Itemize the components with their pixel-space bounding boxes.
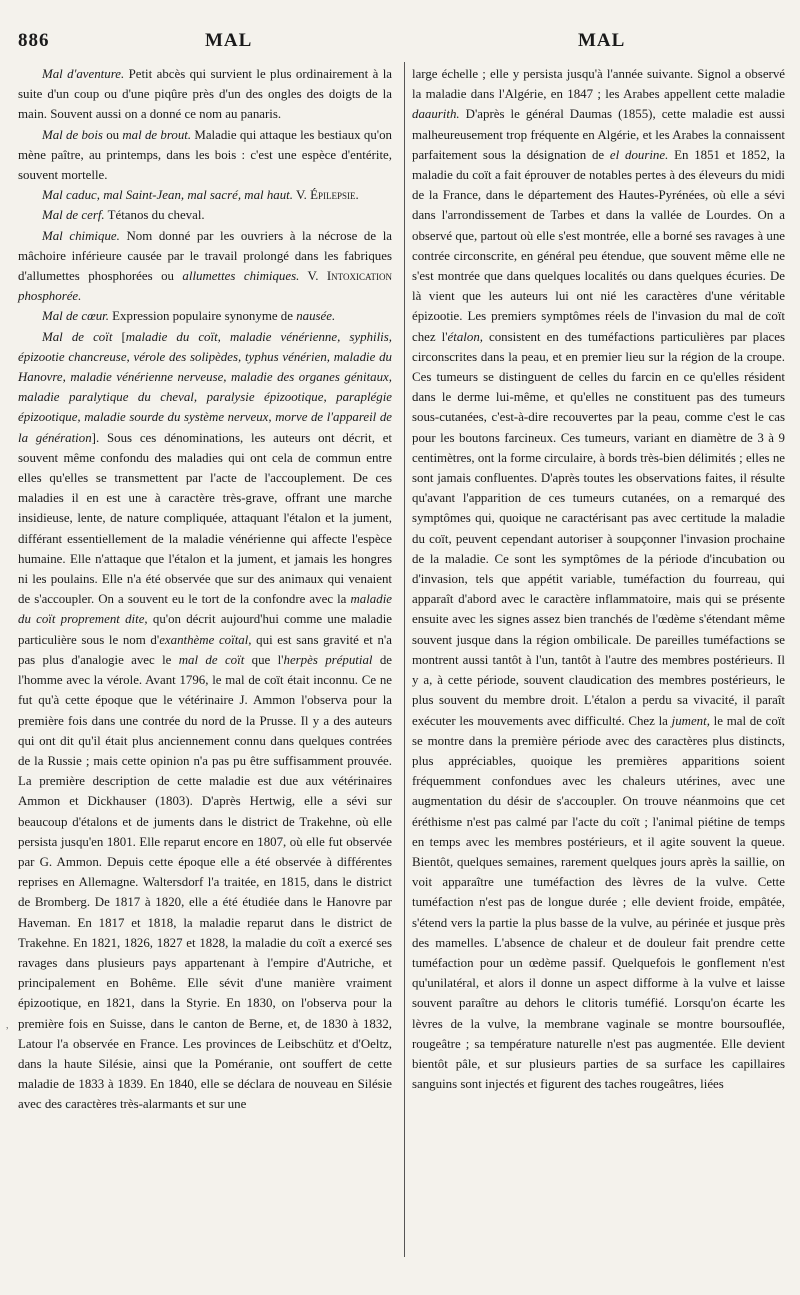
running-head-right: MAL	[578, 30, 626, 51]
column-divider	[404, 62, 405, 1257]
cross-reference-italic: phosphorée.	[18, 289, 82, 304]
entry-term: Mal de coït	[42, 329, 113, 344]
entry-text: le mal de coït se montre dans la première période avec des caractères plus distincts, plus appréciables, quoique les premières apparitions soient fréquemment confondues avec les chaleurs utérines, avec une augmentation du désir de s'accoupler. On trouve néanmoins que cet éréthisme n'est pas calmé par l'acte du coït ; l'animal piétine de temps en temps avec les membres postérieurs, et il agite souvent la queue. Bientôt, quelques semaines, rarement quelques jours après la saillie, on voit apparaître une tuméfaction des lèvres de la vulve. Cette tuméfaction n'est pas de longue durée ; elle devient froide, empâtée, s'étend vers la partie la plus basse de la vulve, au périnée et jusque près des mamelles. L'absence de chaleur et de douleur fait prendre cette tuméfaction pour un œdème passif. Quelquefois le gonflement n'est qu'unilatéral, et alors il donne un aspect difforme à la vulve et laisse souvent paraître au dehors le clitoris tuméfié. Lorsqu'on écarte les lèvres de la vulve, la membrane vaginale se montre boursouflée, rougeâtre ; sa température naturelle n'est pas augmentée. Elle devient bientôt pâle, et sur plusieurs parties de sa surface les capillaires sanguins sont injectés et figurent des taches rougeâtres, liées	[412, 713, 785, 1092]
entry-italic: allumettes chimiques.	[182, 269, 300, 284]
entry-italic: jument,	[671, 713, 710, 728]
entry-italic: exanthème coïtal,	[159, 632, 252, 647]
entry-text: que l'	[244, 652, 284, 667]
entry-italic: el dourine.	[609, 147, 669, 162]
entry-text: Expression populaire synonyme de	[108, 309, 297, 324]
entry-synonyms: maladie du coït, maladie vénérienne, syphilis, épizootie chancreuse, vérole des solipèdes, typhus vénérien, maladie du Hanovre, maladie vénérienne nerveuse, maladie des organes génitaux, maladie paralytique du cheval, paralysie épizootique, paraplégie épizootique, maladie sourde du système nerveux, morve de l'appareil de la génération	[18, 329, 393, 445]
entry-mal-de-bois	[18, 125, 392, 186]
entry-mal-de-coit-continued	[412, 64, 785, 1094]
entry-text: consistent en des tuméfactions particulières par places circonscrites dans la peau, et en premier lieu sur la région de la croupe. Ces tumeurs se distinguent de celles du farcin en ce qu'elles résident dans le derme lui-même, et qu'elles ne constituent pas des tumeurs sous-cutanées, c'est-à-dire recouvertes par la peau, comme c'est le cas pour les boutons farcineux. Ces tumeurs, variant en diamètre de 3 à 9 centimètres, ont la forme circulaire, à bords très-bien délimités ; elles ne sont jamais confluentes. D'après toutes les observations faites, il résulte qu'avant l'apparition de ces tumeurs cutanées, on a remarqué des symptômes qui, quoique ne caractérisant pas avec certitude la maladie du coït, peuvent cependant autoriser à soupçonner l'invasion prochaine de la maladie. Ce sont les symptômes de la période d'incubation ou d'invasion, tels que appétit variable, tuméfaction du fourreau, qui apparaît d'abord avec le caractère inflammatoire, mais qui se présente ensuite avec les signes assez bien tranchés de l'œdème s'étendant même souvent jusque dans la région ombilicale. De pareilles tuméfactions se montrent aussi tantôt à l'un, tantôt à l'autre des membres postérieurs. Il y a, à cette période, souvent claudication des membres postérieurs, le plus souvent du membre droit. L'étalon a perdu sa vivacité, il paraît exécuter les mouvements avec difficulté. Chez la	[412, 329, 785, 728]
entry-text: de l'homme avec la vérole. Avant 1796, le mal de coït était inconnu. Ce ne fut qu'à cette époque que le vétérinaire J. Ammon l'observa pour la première fois dans une contrée du nord de la Prusse. Il y a des auteurs qui ont dit qu'il était plus anciennement connu dans quelques contrées de la Russie ; mais cette opinion n'a pas pu être suffisamment prouvée. La première description de cette maladie est due aux vétérinaires Ammon et Dickhauser (1803). D'après Hertwig, elle a sévi sur beaucoup d'étalons et de juments dans le district de Trakehne, où elle persista jusqu'en 1801. Elle reparut encore en 1807, où elle fut observée par G. Ammon. Depuis cette époque elle a été observée à différentes reprises en Allemagne. Waltersdorf l'a traitée, en 1815, dans le district de Bromberg. De 1817 à 1820, elle a été étudiée dans le Hanovre par Haveman. En 1817 et 1818, la maladie reparut dans le district de Trakehne. En 1821, 1826, 1827 et 1828, la maladie du coït a exercé ses ravages dans plusieurs pays appartenant à l'empire d'Autriche, et principalement en Bohême. Elle sévit d'une manière vraiment épizootique, en 1821, dans la Styrie. En 1830, on l'observa pour la première fois en Suisse, dans le canton de Berne, et, de 1830 à 1832, Latour l'a observée en France. Les provinces de Leibschütz et d'Oeltz, dans la haute Silésie, ainsi que la Poméranie, ont souffert de cette maladie de 1833 à 1839. En 1840, elle se déclara de nouveau en Silésie avec des caractères très-alarmants et sur une	[18, 652, 392, 1112]
entry-text: qu'on décrit aujourd'hui comme une maladie particulière sous le nom d'	[18, 612, 392, 647]
entry-text: Nom donné par les ouvriers à la nécrose de la mâchoire inférieure causée par le travail prolongé dans les fabriques d'allumettes phosphorées ou	[18, 228, 392, 284]
entry-mal-de-coit: Mal de coït [maladie du coït, maladie vénérienne, syphilis, épizootie chancreuse, vérole des solipèdes, typhus vénérien, maladie du Hanovre, maladie vénérienne nerveuse, maladie des organes génitaux, maladie paralytique du cheval, paralysie épizootique, paraplégie épizootique, maladie sourde du système nerveux, morve de l'appareil de la génération]. Sous ces dénominations, les auteurs ont décrit, et souvent même confondu des maladies qui ont cela de commun entre elles qu'elles se transmettent par l'acte de l'accouplement. De ces maladies il en est une à caractère très-grave, offrant une marche insidieuse, lente, de nature compliquée, attaquant l'étalon et la jument, différant essentiellement de la maladie vénérienne qui affecte l'espèce humaine. Elle n'attaque que l'étalon et la jument, et jamais les hongres ni les poulains. Elle n'a été observée que sur des animaux qui venaient de s'accoupler. On a souvent eu le tort de la confondre avec la maladie du coït proprement dite, qu'on décrit aujourd'hui comme une maladie particulière sous le nom d'exanthème coïtal, qui est sans gravité et n'a pas plus d'analogie avec le mal de coït que l'herpès préputial de l'homme avec la vérole. Avant 1796, le mal de coït était inconnu. Ce ne fut qu'à cette époque que le vétérinaire J. Ammon l'observa pour la première fois dans une contrée du nord de la Prusse. Il y a des auteurs qui ont dit qu'il était plus anciennement connu dans quelques contrées de la Russie ; mais cette opinion n'a pas pu être suffisamment prouvée. La première description de cette maladie est due aux vétérinaires Ammon et Dickhauser (1803). D'après Hertwig, elle a sévi sur beaucoup d'étalons et de juments dans le district de Trakehne, où elle persista jusqu'en 1801. Elle reparut encore en 1807, où elle fut observée par G. Ammon. Depuis cette époque elle a été observée à différentes reprises en Allemagne. Waltersdorf l'a traitée, en 1815, dans le district de Bromberg. De 1817 à 1820, elle a été étudiée dans le Hanovre par Haveman. En 1817 et 1818, la maladie reparut dans le district de Trakehne. En 1821, 1826, 1827 et 1828, la maladie du coït a exercé ses ravages dans plusieurs pays appartenant à l'empire d'Autriche, et principalement en Bohême. Elle sévit d'une manière vraiment épizootique, en 1821, dans la Styrie. En 1830, on l'observa pour la première fois en Suisse, dans le canton de Berne, et, de 1830 à 1832, Latour l'a observée en France. Les provinces de Leibschütz et d'Oeltz, dans la haute Silésie, ainsi que la Poméranie, ont souffert de cette maladie de 1833 à 1839. En 1840, elle se déclara de nouveau en Silésie avec des caractères très-alarmants et sur une	[18, 329, 393, 1112]
entry-mal-de-coeur	[18, 306, 392, 326]
entry-italic: maladie du coït proprement dite,	[18, 592, 392, 627]
entry-term: Mal de cœur.	[42, 309, 109, 324]
entry-term: Mal d'aventure.	[42, 67, 125, 81]
entry-text: En 1851 et 1852, la maladie du coït a fait éprouver de notables pertes à des éleveurs du midi de la France, dans le département des Hautes-Pyrénées, où elle a sévi dans l'arrondissement de Tarbes et dans la vallée de Lourdes. On a observé que, partout où elle s'est montrée, elle a borné ses ravages à une contrée circonscrite, en général peu étendue, que souvent même elle ne s'est montrée que dans quelques localités ou dans quelques écuries. De là vient que les auteurs lui ont nié les caractères d'une véritable épizootie. Les premiers symptômes réels de l'invasion du mal de coït chez l'	[412, 147, 785, 344]
see-also: V.	[295, 188, 307, 203]
margin-mark: ,	[6, 1020, 9, 1031]
entry-text: qui est sans gravité et n'a pas plus d'analogie avec le	[18, 632, 392, 667]
see-also: V.	[299, 269, 327, 284]
entry-text: Maladie qui attaque les bestiaux qu'on mène paître, au printemps, dans les bois : c'est une espèce d'entérite, souvent mortelle.	[18, 127, 392, 183]
running-head-left: MAL	[205, 30, 253, 51]
entry-text: Tétanos du cheval.	[104, 208, 205, 223]
entry-term: Mal de bois	[42, 127, 103, 142]
entry-italic: daaurith.	[412, 107, 460, 122]
entry-term: Mal de cerf.	[42, 208, 105, 223]
entry-mal-d-aventure	[18, 64, 392, 125]
right-column	[412, 64, 785, 1094]
entry-text: Sous ces dénominations, les auteurs ont décrit, et souvent même confondu des maladies qui ont cela de commun entre elles qu'elles se transmettent par l'acte de l'accouplement. De ces maladies il en est une à caractère très-grave, offrant une marche insidieuse, lente, de nature compliquée, attaquant l'étalon et la jument, différant essentiellement de la maladie vénérienne qui affecte l'espèce humaine. Elle n'attaque que l'étalon et la jument, et jamais les hongres ni les poulains. Elle n'a été observée que sur des animaux qui venaient de s'accoupler. On a souvent eu le tort de la confondre avec la	[18, 430, 393, 607]
entry-term: Mal caduc, mal Saint-Jean, mal sacré, mal haut.	[42, 188, 293, 203]
entry-term-alt: mal de brout.	[122, 127, 192, 142]
entry-italic: herpès préputial	[283, 652, 373, 667]
entry-italic: mal de coït	[178, 652, 245, 667]
entry-mal-de-cerf	[18, 205, 392, 225]
entry-term: Mal chimique.	[42, 228, 120, 243]
entry-text: D'après le général Daumas (1855), cette maladie est aussi malheureusement trop fréquente en Algérie, et les Arabes la connaissent parfaitement sous la désignation de	[412, 107, 785, 162]
entry-italic: nausée.	[296, 309, 336, 324]
entry-text: Petit abcès qui survient le plus ordinairement à la suite d'un coup ou d'une piqûre près d'un des ongles des doigts de la main. Souvent aussi on a donné ce nom au panaris.	[18, 67, 392, 122]
cross-reference: Intoxication	[326, 269, 392, 284]
entry-italic: étalon,	[447, 329, 483, 344]
entry-mal-caduc	[18, 185, 392, 205]
entry-mal-chimique	[18, 226, 392, 307]
page-number: 886	[18, 30, 50, 51]
left-column	[18, 64, 392, 1115]
cross-reference: Épilepsie.	[310, 188, 359, 203]
entry-text: large échelle ; elle y persista jusqu'à l'année suivante. Signol a observé la maladie dans l'Algérie, en 1847 ; les Arabes appellent cette maladie	[412, 67, 785, 102]
entry-connector: ou	[102, 127, 123, 142]
